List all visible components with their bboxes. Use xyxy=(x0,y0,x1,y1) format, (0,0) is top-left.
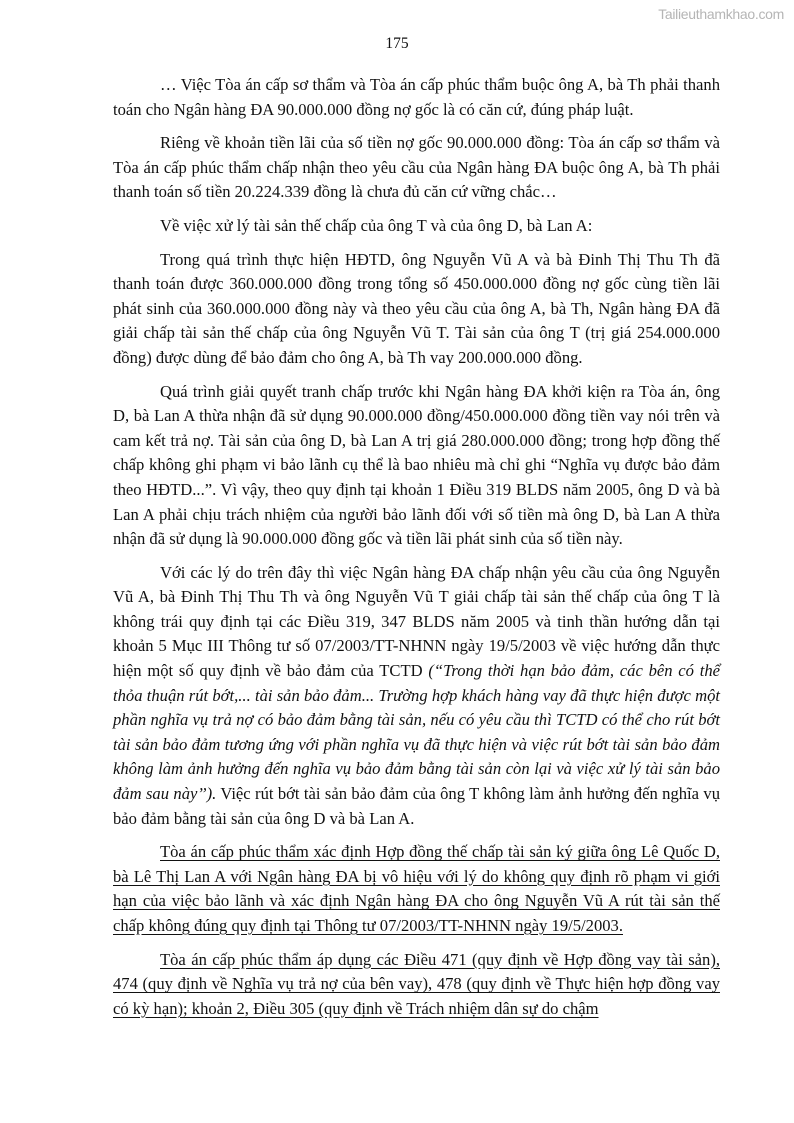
paragraph: Quá trình giải quyết tranh chấp trước khi Ngân hàng ĐA khởi kiện ra Tòa án, ông D, bà Lan A thừa nhận đã sử dụng 90.000.000 đồng/450.000.000 đồng tiền vay nói trên và cam kết trả nợ. Tài sản của ông D, bà Lan A trị giá 280.000.000 đồng; trong hợp đồng thế chấp không ghi phạm vi bảo lãnh cụ thể là bao nhiêu mà chỉ ghi “Nghĩa vụ được bảo đảm theo HĐTD...”. Vì vậy, theo quy định tại khoản 1 Điều 319 BLDS năm 2005, ông D và bà Lan A phải chịu trách nhiệm của người bảo lãnh đối với số tiền mà ông D, bà Lan A thừa nhận đã sử dụng là 90.000.000 đồng gốc và tiền lãi phát sinh của số tiền này. xyxy=(113,381,720,549)
italic-quote: (“Trong thời hạn bảo đảm, các bên có thể thỏa thuận rút bớt,... tài sản bảo đảm... Trường hợp khách hàng vay đã thực hiện được một phần nghĩa vụ trả nợ có bảo đảm bằng tài sản, nếu có yêu cầu thì TCTD có thể cho rút bớt tài sản bảo đảm tương ứng với phần nghĩa vụ đã thực hiện và việc rút bớt tài sản bảo đảm không làm ảnh hưởng đến nghĩa vụ bảo đảm bằng tài sản còn lại và việc xử lý tài sản bảo đảm sau này’’). xyxy=(113,661,720,804)
paragraph: Về việc xử lý tài sản thế chấp của ông T và của ông D, bà Lan A: xyxy=(160,215,593,235)
paragraph-text: Việc rút bớt tài sản bảo đảm của ông T không làm ảnh hưởng đến nghĩa vụ bảo đảm bằng tài sản của ông D và bà Lan A. xyxy=(113,784,720,828)
paragraph-text: Với các lý do trên đây thì việc Ngân hàng ĐA chấp nhận yêu cầu của ông Nguyễn Vũ A, bà Đinh Thị Thu Th và ông Nguyễn Vũ T giải chấp tài sản thế chấp của ông T là không trái quy định tại các Điều 319, 347 BLDS năm 2005 và tinh thần hướng dẫn tại khoản 5 Mục III Thông tư số 07/2003/TT-NHNN ngày 19/5/2003 về việc hướng dẫn thực hiện một số quy định về bảo đảm của TCTD xyxy=(113,562,720,681)
paragraph: Riêng về khoản tiền lãi của số tiền nợ gốc 90.000.000 đồng: Tòa án cấp sơ thẩm và Tòa án cấp phúc thẩm chấp nhận theo yêu cầu của Ngân hàng ĐA buộc ông A, bà Th phải thanh toán số tiền 20.224.339 đồng là chưa đủ căn cứ vững chắc… xyxy=(113,133,720,202)
paragraph: … Việc Tòa án cấp sơ thẩm và Tòa án cấp phúc thẩm buộc ông A, bà Th phải thanh toán cho Ngân hàng ĐA 90.000.000 đồng nợ gốc là có căn cứ, đúng pháp luật. xyxy=(113,75,720,119)
paragraph-with-quote xyxy=(113,561,720,832)
underlined-paragraph: Tòa án cấp phúc thẩm áp dụng các Điều 471 (quy định về Hợp đồng vay tài sản), 474 (quy định về Nghĩa vụ trả nợ của bên vay), 478 (quy định về Thực hiện hợp đồng vay có kỳ hạn); khoản 2, Điều 305 (quy định về Trách nhiệm dân sự do chậm xyxy=(113,949,720,1018)
page-number: 175 xyxy=(385,35,409,52)
underlined-paragraph: Tòa án cấp phúc thẩm xác định Hợp đồng thế chấp tài sản ký giữa ông Lê Quốc D, bà Lê Thị Lan A với Ngân hàng ĐA bị vô hiệu với lý do không quy định rõ phạm vi giới hạn của việc bảo lãnh và xác định Ngân hàng ĐA cho ông Nguyễn Vũ A rút tài sản thế chấp không đúng quy định tại Thông tư 07/2003/TT-NHNN ngày 19/5/2003. xyxy=(113,842,720,935)
watermark: Tailieuthamkhao.com xyxy=(658,6,784,22)
paragraph: Trong quá trình thực hiện HĐTD, ông Nguyễn Vũ A và bà Đinh Thị Thu Th đã thanh toán được 360.000.000 đồng trong tổng số 450.000.000 đồng nợ gốc cùng tiền lãi phát sinh của 360.000.000 đồng này và theo yêu cầu của ông A, bà Th, Ngân hàng ĐA đã giải chấp tài sản thế chấp của ông Nguyễn Vũ T. Tài sản của ông T (trị giá 254.000.000 đồng) được dùng để bảo đảm cho ông A, bà Th vay 200.000.000 đồng. xyxy=(113,249,720,367)
document-body xyxy=(113,73,720,1030)
